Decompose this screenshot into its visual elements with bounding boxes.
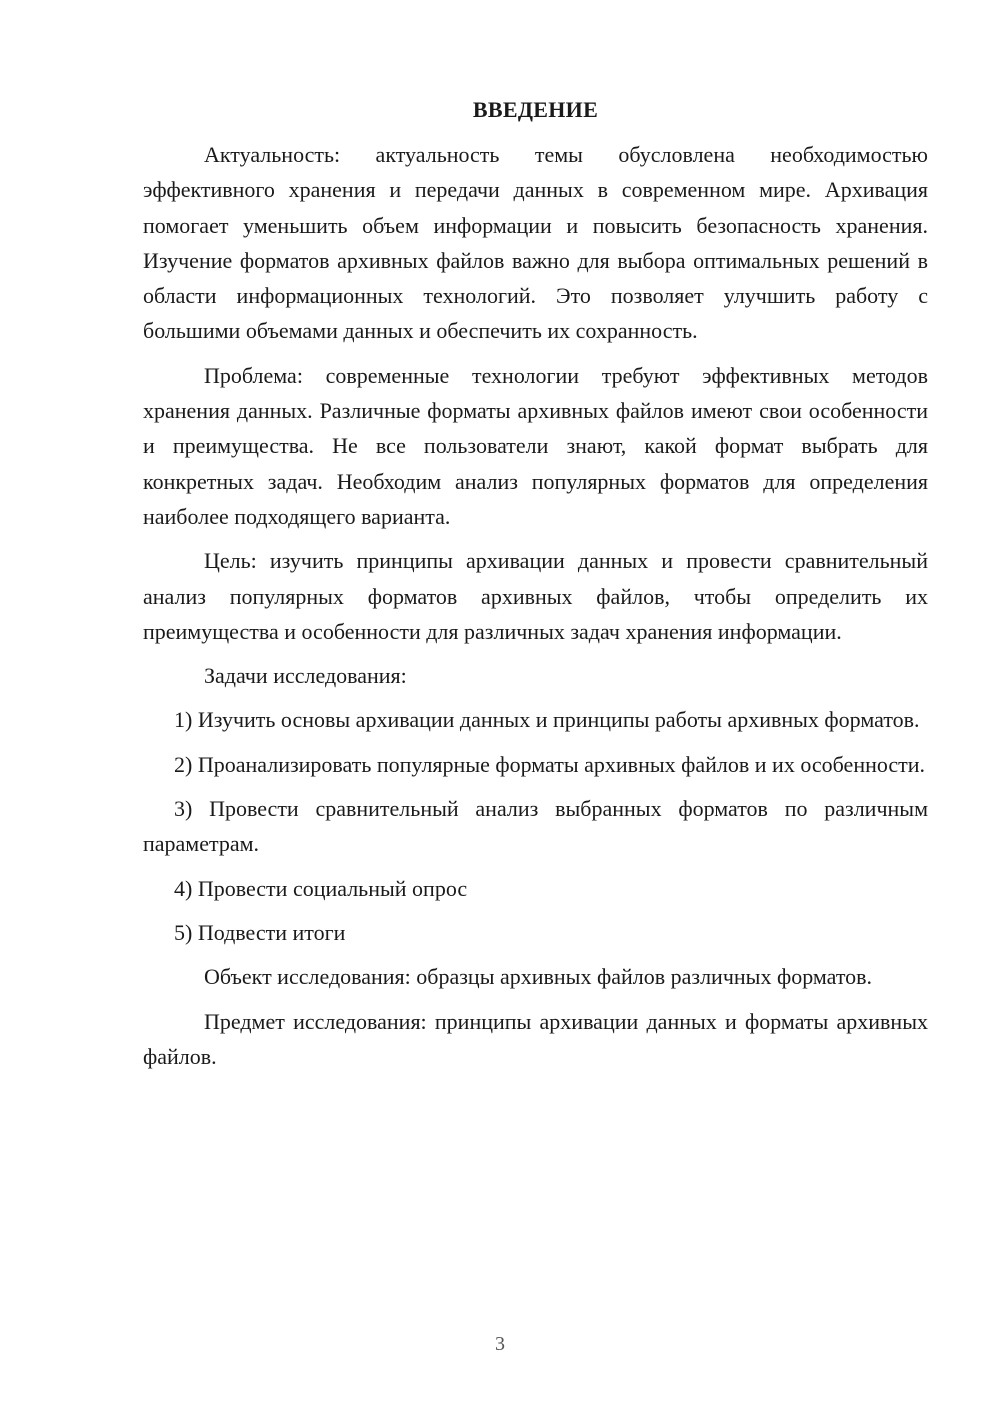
paragraph-subject: Предмет исследования: принципы архивации данных и форматы архивных файлов. bbox=[143, 1008, 928, 1069]
paragraph-problem: Проблема: современные технологии требуют эффективных методов хранения данных. Различные форматы архивных файлов имеют свои особенности и преимущества. Не все пользователи знают, какой формат выбрать для конкретных задач. Необходим анализ популярных форматов для определения наиболее подходящего варианта. bbox=[143, 362, 928, 529]
document-body bbox=[143, 90, 928, 1083]
task-item-1: 1) Изучить основы архивации данных и принципы работы архивных форматов. bbox=[174, 707, 920, 733]
task-item-2: 2) Проанализировать популярные форматы архивных файлов и их особенности. bbox=[174, 751, 926, 777]
paragraph-goal: Цель: изучить принципы архивации данных и провести сравнительный анализ популярных форматов архивных файлов, чтобы определить их преимущества и особенности для различных задач хранения информации. bbox=[143, 548, 928, 644]
paragraph-relevance: Актуальность: актуальность темы обусловлена необходимостью эффективного хранения и передачи данных в современном мире. Архивация помогает уменьшить объем информации и повысить безопасность хранения. Изучение форматов архивных файлов важно для выбора оптимальных решений в области информационных технологий. Это позволяет улучшить работу с большими объемами данных и обеспечить их сохранность. bbox=[143, 142, 928, 344]
task-item-5: 5) Подвести итоги bbox=[174, 919, 346, 945]
task-item-3: 3) Провести сравнительный анализ выбранных форматов по различным параметрам. bbox=[143, 796, 928, 857]
page-number: 3 bbox=[495, 1333, 505, 1355]
section-title: ВВЕДЕНИЕ bbox=[472, 97, 599, 122]
paragraph-object: Объект исследования: образцы архивных файлов различных форматов. bbox=[204, 964, 873, 990]
paragraph-tasks-heading: Задачи исследования: bbox=[204, 663, 407, 689]
task-item-4: 4) Провести социальный опрос bbox=[174, 875, 468, 901]
